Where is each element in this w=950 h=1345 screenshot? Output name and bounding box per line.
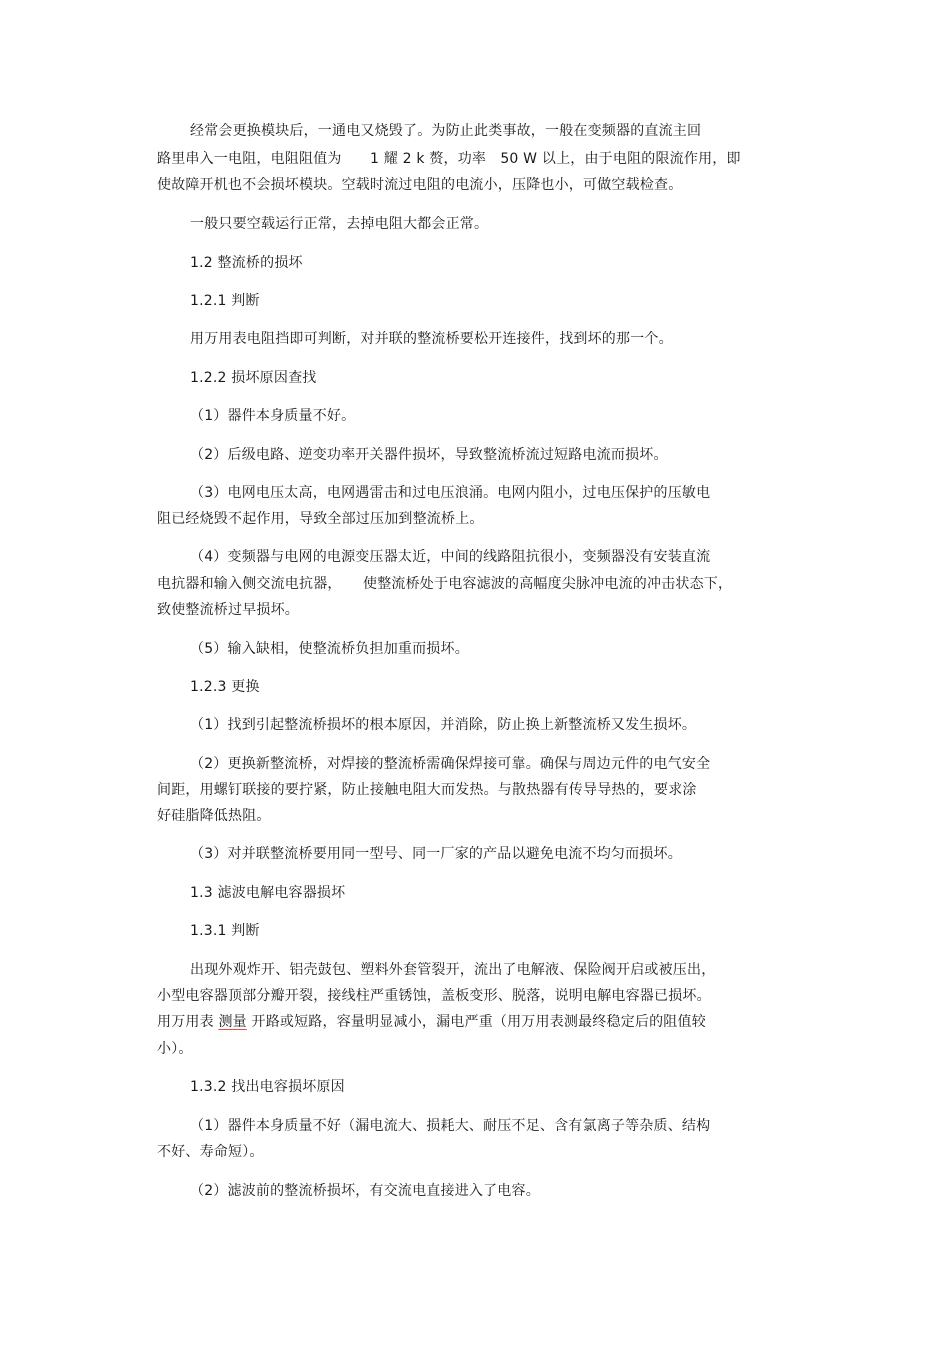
list-item-line: 致使整流桥过早损坏。 [157, 602, 299, 618]
list-item-line: 电抗器和输入侧交流电抗器， 使整流桥处于电容滤波的高幅度尖脉冲电流的冲击状态下， [157, 576, 733, 592]
section-heading-1-2-3: 1.2.3 更换 [190, 679, 260, 695]
list-item: （1）找到引起整流桥损坏的根本原因，并消除，防止换上新整流桥又发生损坏。 [190, 717, 697, 733]
list-item-line: （4）变频器与电网的电源变压器太近，中间的线路阻抗很小，变频器没有安装直流 [190, 549, 711, 565]
paragraph-line [157, 1013, 706, 1031]
text-run: 开路或短路，容量明显减小，漏电严重（用万用表测最终稳定后的阻值较 [246, 1014, 706, 1030]
list-item: （2）后级电路、逆变功率开关器件损坏，导致整流桥流过短路电流而损坏。 [190, 447, 668, 463]
paragraph-line: 路里串入一电阻，电阻阻值为 1 耀 2 k 赘，功率 50 W 以上，由于电阻的限流作用，即 [157, 151, 741, 167]
list-item: （1）器件本身质量不好。 [190, 408, 356, 424]
section-heading-1-3: 1.3 滤波电解电容器损坏 [190, 885, 346, 901]
paragraph-line: 经常会更换模块后，一通电又烧毁了。为防止此类事故，一般在变频器的直流主回 [190, 123, 702, 139]
list-item-line: （2）更换新整流桥，对焊接的整流桥需确保焊接可靠。确保与周边元件的电气安全 [190, 756, 711, 772]
list-item: （5）输入缺相，使整流桥负担加重而损坏。 [190, 641, 469, 657]
paragraph-line: 小型电容器顶部分瓣开裂，接线柱严重锈蚀，盖板变形、脱落，说明电解电容器已损坏。 [157, 988, 711, 1004]
section-heading-1-2-1: 1.2.1 判断 [190, 293, 260, 309]
list-item: （3）对并联整流桥要用同一型号、同一厂家的产品以避免电流不均匀而损坏。 [190, 846, 682, 862]
list-item-line: （1）器件本身质量不好（漏电流大、损耗大、耐压不足、含有氯离子等杂质、结构 [190, 1118, 711, 1134]
paragraph-line: 出现外观炸开、铝壳鼓包、塑料外套管裂开，流出了电解液、保险阀开启或被压出， [190, 962, 716, 978]
text-run: 用万用表 [157, 1014, 219, 1030]
paragraph-line: 使故障开机也不会损坏模块。空载时流过电阻的电流小，压降也小，可做空载检查。 [157, 177, 683, 193]
list-item-line: 好硅脂降低热阻。 [157, 808, 271, 824]
list-item: （2）滤波前的整流桥损坏，有交流电直接进入了电容。 [190, 1183, 540, 1199]
list-item-line: 阻已经烧毁不起作用，导致全部过压加到整流桥上。 [157, 511, 484, 527]
paragraph: 用万用表电阻挡即可判断，对并联的整流桥要松开连接件，找到坏的那一个。 [190, 331, 673, 347]
section-heading-1-3-2: 1.3.2 找出电容损坏原因 [190, 1079, 345, 1095]
section-heading-1-2: 1.2 整流桥的损坏 [190, 255, 303, 271]
list-item-line: 不好、寿命短）。 [157, 1144, 264, 1160]
paragraph-line: 小）。 [157, 1041, 193, 1057]
list-item-line: 间距，用螺钉联接的要拧紧，防止接触电阻大而发热。与散热器有传导导热的，要求涂 [157, 782, 697, 798]
paragraph: 一般只要空载运行正常，去掉电阻大都会正常。 [190, 216, 489, 232]
section-heading-1-2-2: 1.2.2 损坏原因查找 [190, 370, 317, 386]
section-heading-1-3-1: 1.3.1 判断 [190, 923, 260, 939]
list-item-line: （3）电网电压太高，电网遇雷击和过电压浪涌。电网内阻小，过电压保护的压敏电 [190, 485, 711, 501]
underlined-term: 测量 [218, 1014, 247, 1030]
